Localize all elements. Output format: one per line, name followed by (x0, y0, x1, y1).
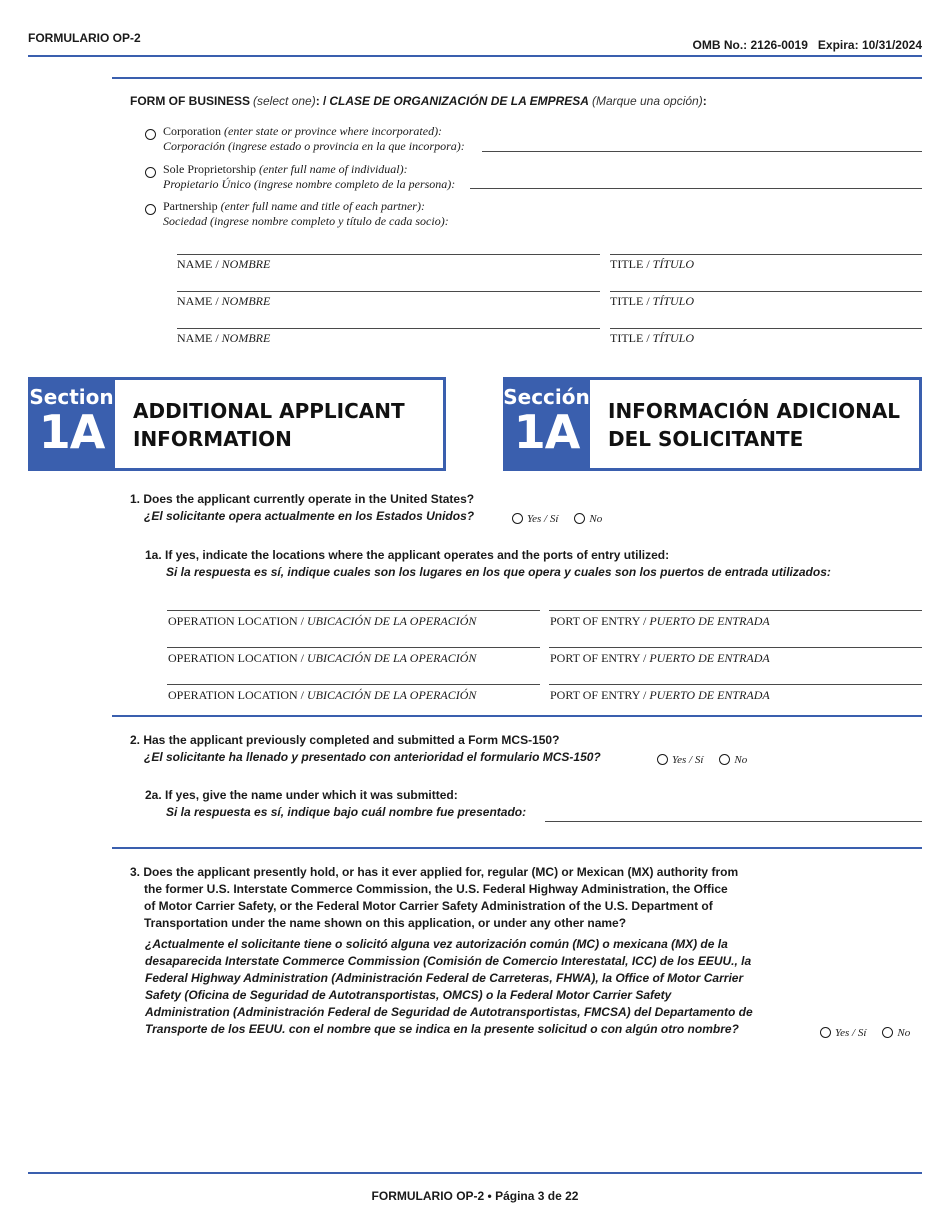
partner-title-field[interactable] (610, 291, 922, 292)
partner-name-field[interactable] (177, 291, 600, 292)
port-of-entry-field[interactable] (549, 684, 922, 685)
q1-answer-group (512, 509, 602, 527)
partner-title-label: TITLE / TÍTULO (610, 257, 695, 271)
submitted-name-field[interactable] (545, 821, 922, 822)
form-of-business-heading: FORM OF BUSINESS (select one): / CLASE DE ORGANIZACIÓN DE LA EMPRESA (Marque una opción): (130, 94, 707, 108)
question-3-en: 3. Does the applicant presently hold, or has it ever applied for, regular (MC) or Mexican (MX) authority from the former U.S. Interstate Commerce Commission, the U.S. Federal Highway Administration, the Office of Motor Carrier Safety, or the Federal Motor Carrier Safety Administration of the U.S. Department of Transportation under the name shown on this application, or under any other name? (130, 865, 739, 930)
question-3-es: ¿Actualmente el solicitante tiene o solicitó alguna vez autorización común (MC) o mexicana (MX) de la desaparecida Interstate Commerce Commission (Comisión de Comercio Interestatal, ICC) de los EEUU., la Federal Highway Administration (Administración Federal de Carreteras, FHWA), la Office of Motor Carrier Safety (Oficina de Seguridad de Autotransportistas, OMCS) o la Federal Motor Carrier Safety Administration (Administración Federal de Seguridad de Autotransportistas, FMCSA) del Departamento de Transporte de los EEUU. con el nombre que se indica en la presente solicitud o con algún otro nombre? (145, 937, 753, 1036)
q2-answer-group (657, 750, 747, 768)
operation-location-field[interactable] (167, 610, 540, 611)
q2-yes-label: Yes / Sí (672, 754, 704, 766)
section-1a-title-es: INFORMACIÓN ADICIONAL DEL SOLICITANTE (608, 399, 901, 451)
omb-header (693, 38, 922, 52)
partner-name-label: NAME / NOMBRE (177, 331, 271, 345)
corporation-option[interactable] (145, 125, 156, 143)
q1-yes-label: Yes / Sí (527, 513, 559, 525)
section-1a-title-en: ADDITIONAL APPLICANT INFORMATION (133, 399, 405, 451)
partner-name-field[interactable] (177, 254, 600, 255)
q2-yes-radio[interactable] (657, 754, 668, 765)
operation-location-label: OPERATION LOCATION / UBICACIÓN DE LA OPERACIÓN (168, 651, 477, 665)
question-2a: 2a. If yes, give the name under which it was submitted: Si la respuesta es sí, indique bajo cuál nombre fue presentado: (145, 788, 527, 819)
port-of-entry-label: PORT OF ENTRY / PUERTO DE ENTRADA (550, 688, 770, 702)
corporation-label: Corporation (enter state or province where incorporated): Corporación (ingrese estado o provincia en la que incorpora): (163, 124, 465, 153)
sole-proprietor-name-field[interactable] (470, 188, 922, 189)
q3-no-label: No (897, 1027, 911, 1039)
q3-no-radio[interactable] (882, 1027, 893, 1038)
partner-title-label: TITLE / TÍTULO (610, 331, 695, 345)
operation-location-field[interactable] (167, 647, 540, 648)
header-rule (28, 55, 922, 57)
footer-rule (28, 1172, 922, 1174)
partnership-label: Partnership (enter full name and title of each partner): Sociedad (ingrese nombre completo y título de cada socio): (163, 199, 449, 228)
corporation-state-field[interactable] (482, 151, 922, 152)
corporation-radio[interactable] (145, 129, 156, 140)
operation-location-field[interactable] (167, 684, 540, 685)
port-of-entry-field[interactable] (549, 647, 922, 648)
q3-yes-label: Yes / Sí (835, 1027, 867, 1039)
q3-yes-radio[interactable] (820, 1027, 831, 1038)
operation-location-label: OPERATION LOCATION / UBICACIÓN DE LA OPERACIÓN (168, 614, 477, 628)
partner-title-field[interactable] (610, 254, 922, 255)
sole-proprietorship-label: Sole Proprietorship (enter full name of individual): Propietario Único (ingrese nombre completo de la persona): (163, 162, 456, 191)
partner-name-label: NAME / NOMBRE (177, 294, 271, 308)
q2-no-label: No (734, 754, 748, 766)
partnership-radio[interactable] (145, 204, 156, 215)
page-footer: FORMULARIO OP-2 • Página 3 de 22 (371, 1189, 579, 1203)
sole-proprietorship-radio[interactable] (145, 167, 156, 178)
omb-number: OMB No.: 2126-0019 (692, 38, 808, 52)
question-1a: 1a. If yes, indicate the locations where the applicant operates and the ports of entry utilized: Si la respuesta es sí, indique cuales son los lugares en los que opera y cuales son los puertos de entrada utilizados: (145, 548, 831, 579)
port-of-entry-label: PORT OF ENTRY / PUERTO DE ENTRADA (550, 614, 770, 628)
partner-name-field[interactable] (177, 328, 600, 329)
operation-location-label: OPERATION LOCATION / UBICACIÓN DE LA OPERACIÓN (168, 688, 477, 702)
question-2: 2. Has the applicant previously completed and submitted a Form MCS-150? ¿El solicitante ha llenado y presentado con anterioridad el formulario MCS-150? (130, 733, 601, 764)
q1-no-label: No (589, 513, 603, 525)
port-of-entry-field[interactable] (549, 610, 922, 611)
partner-title-label: TITLE / TÍTULO (610, 294, 695, 308)
sole-proprietorship-option[interactable] (145, 163, 156, 181)
form-of-business-rule (112, 77, 922, 79)
q3-answer-group (820, 1023, 910, 1041)
question-1-rule (112, 715, 922, 717)
q1-yes-radio[interactable] (512, 513, 523, 524)
q2-no-radio[interactable] (719, 754, 730, 765)
section-1a-tag-en: Section 1A (28, 377, 115, 471)
section-1a-tag-es: Sección 1A (503, 377, 590, 471)
expiration-date: Expira: 10/31/2024 (817, 38, 922, 52)
form-name-header: FORMULARIO OP-2 (28, 31, 141, 45)
port-of-entry-label: PORT OF ENTRY / PUERTO DE ENTRADA (550, 651, 770, 665)
partner-title-field[interactable] (610, 328, 922, 329)
question-1: 1. Does the applicant currently operate in the United States? ¿El solicitante opera actualmente en los Estados Unidos? (130, 492, 475, 523)
partnership-option[interactable] (145, 200, 156, 218)
q1-no-radio[interactable] (574, 513, 585, 524)
partner-name-label: NAME / NOMBRE (177, 257, 271, 271)
question-2-rule (112, 847, 922, 849)
